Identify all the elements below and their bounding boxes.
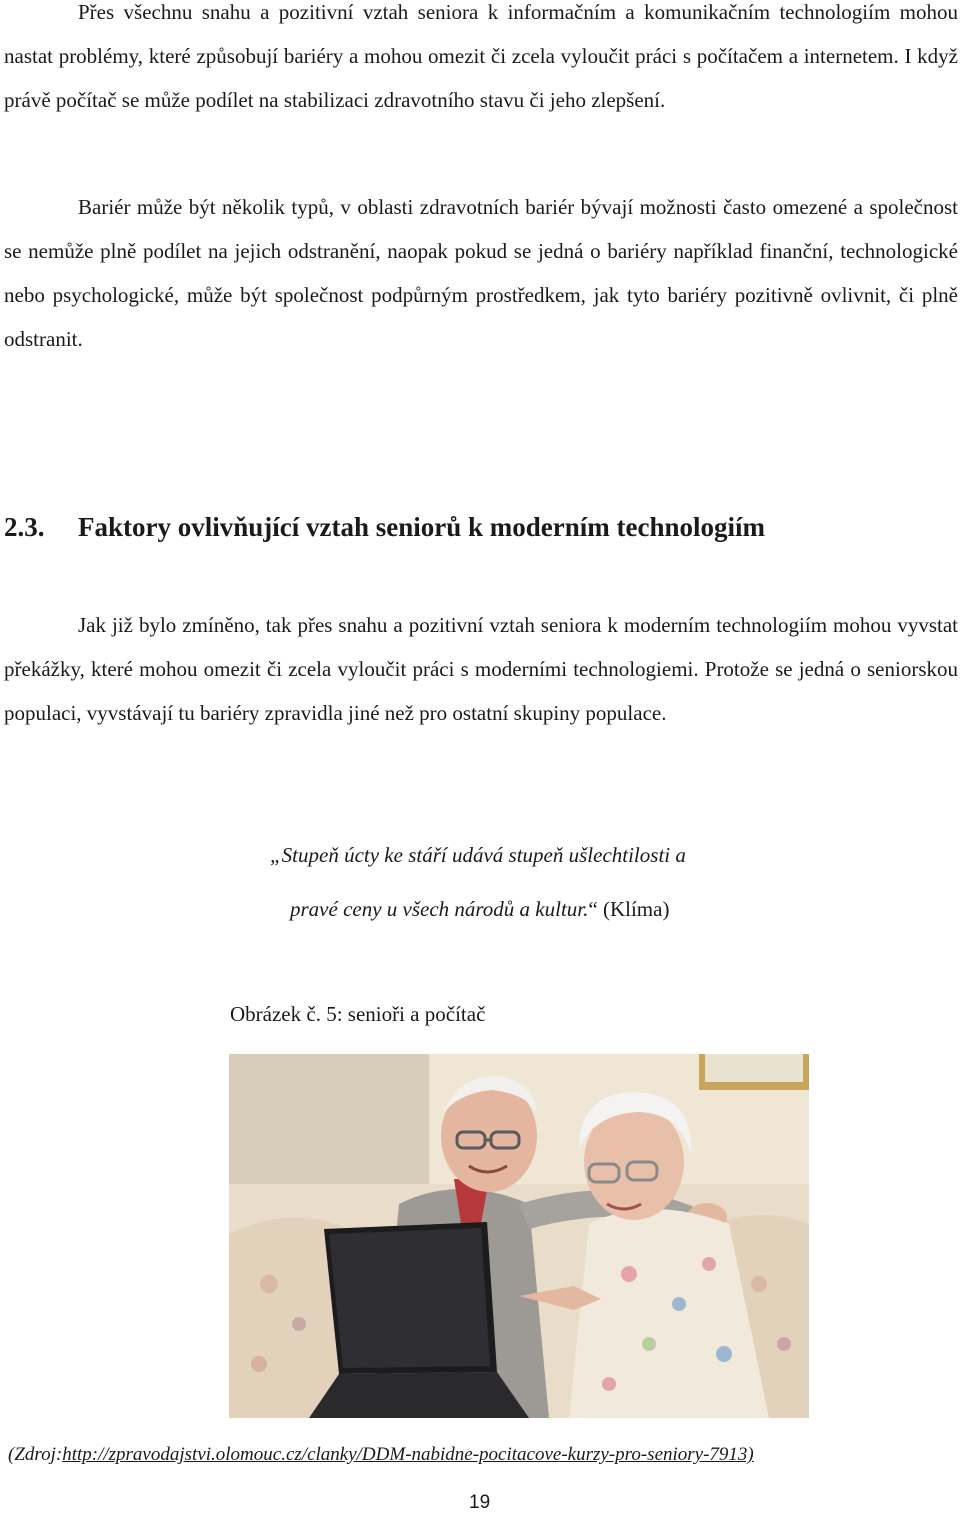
section-number: 2.3.	[4, 512, 45, 542]
figure-caption: Obrázek č. 5: senioři a počítač	[230, 1002, 486, 1026]
source-link[interactable]: http://zpravodajstvi.olomouc.cz/clanky/DDM-nabidne-pocitacove-kurzy-pro-seniory-7913)	[62, 1444, 754, 1465]
paragraph-barrier-types: Bariér může být několik typů, v oblasti zdravotních bariér bývají možnosti často omezené a společnost se nemůže plně podílet na jejich odstranění, naopak pokud se jedná o bariéry například finanční, technologické nebo psychologické, může být společnost podpůrným prostředkem, jak tyto bariéry pozitivně ovlivnit, či plně odstranit.	[4, 195, 958, 351]
quote-text-2: pravé ceny u všech národů a kultur.	[290, 897, 589, 921]
quote-text-1: „Stupeň úcty ke stáří udává stupeň ušlechtilosti a	[270, 843, 686, 867]
quote-close-mark: “	[588, 897, 598, 921]
quote-author: (Klíma)	[597, 897, 670, 921]
section-title: Faktory ovlivňující vztah seniorů k moderním technologiím	[78, 512, 765, 542]
paragraph-barriers-intro: Přes všechnu snahu a pozitivní vztah seniora k informačním a komunikačním technologiím mohou nastat problémy, které způsobují bariéry a mohou omezit či zcela vyloučit práci s počítačem a internetem. I když právě počítač se může podílet na stabilizaci zdravotního stavu či jeho zlepšení.	[4, 0, 958, 112]
quote-line-1	[270, 840, 686, 870]
page-number: 19	[469, 1492, 491, 1513]
quote-line-2	[290, 894, 669, 924]
section-heading	[4, 512, 765, 543]
source-prefix: (Zdroj:	[8, 1444, 63, 1465]
figure-source	[8, 1441, 754, 1469]
paragraph-factors: Jak již bylo zmíněno, tak přes snahu a pozitivní vztah seniora k moderním technologiím mohou vyvstat překážky, které mohou omezit či zcela vyloučit práci s moderními technologiemi. Protože se jedná o seniorskou populaci, vyvstávají tu bariéry zpravidla jiné než pro ostatní skupiny populace.	[4, 613, 958, 725]
seniors-computer-photo	[229, 1054, 809, 1418]
